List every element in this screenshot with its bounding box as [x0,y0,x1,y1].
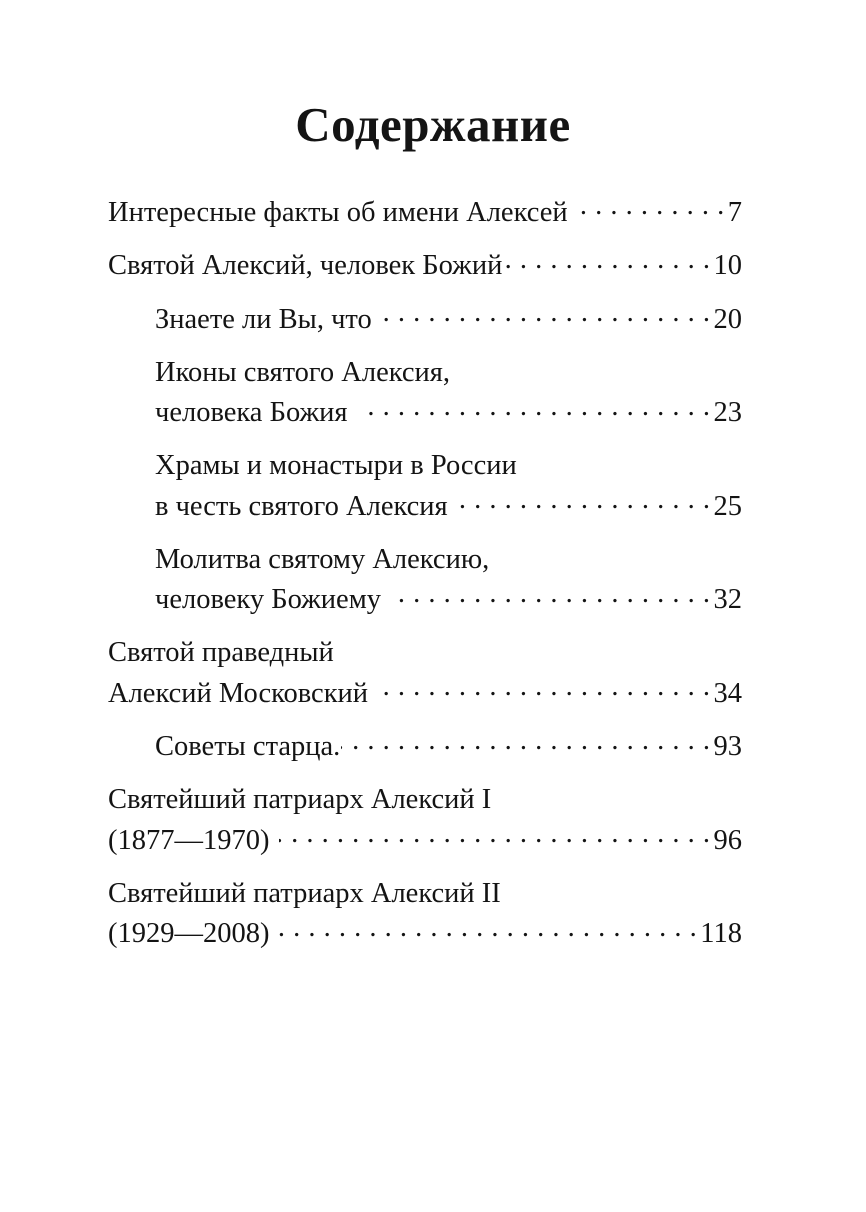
toc-entry-label: Святейший патриарх Алексий II [108,877,501,909]
toc-entry-line-final [155,486,742,527]
toc-page-number: 118 [700,918,742,949]
toc-dot-leader [449,486,711,515]
toc-dot-leader [341,727,710,756]
toc-dot-leader [382,299,711,328]
toc-page-number: 23 [713,397,742,428]
toc-entry[interactable] [155,540,742,621]
toc-entry-line [108,780,742,820]
toc-entry-line-final [155,299,742,340]
toc-entry-line [155,353,742,393]
toc-entry-line [108,633,742,673]
page-title: Содержание [295,97,571,152]
toc-entry-label: Знаете ли Вы, что [155,303,372,335]
toc-entry-line-final [155,580,742,621]
toc-page-number: 34 [713,677,742,709]
toc-entry-line-final [155,393,742,434]
toc-entry-label: Святой Алексий, человек Божий [108,250,503,281]
toc-entry-line [155,540,742,580]
toc-page-number: 96 [713,824,742,856]
toc-entry-line-final [108,246,742,287]
toc-dot-leader [279,914,697,943]
toc-entry-label: Храмы и монастыри в России [155,450,517,481]
toc-dot-leader [279,820,710,849]
toc-entry-label: Святейший патриарх Алексий I [108,784,492,815]
toc-entry[interactable] [155,299,742,340]
toc-entry[interactable] [108,633,742,714]
toc-entry-label: Советы старца. [155,731,341,762]
toc-entry[interactable] [108,874,742,955]
table-of-contents-list [108,192,742,967]
toc-entry-line-final [108,673,742,714]
toc-entry[interactable] [155,353,742,434]
toc-entry[interactable] [108,780,742,861]
toc-dot-leader [503,246,710,275]
toc-entry-label: Святой праведный [108,637,334,668]
toc-page-number: 93 [713,731,742,762]
toc-page-number: 25 [713,490,742,522]
toc-page-number: 7 [727,196,742,228]
toc-dot-leader [358,393,711,422]
toc-entry-line-final [108,192,742,233]
toc-dot-leader [391,580,711,609]
toc-entry-label: в честь святого Алексия [155,490,448,522]
toc-entry[interactable] [155,446,742,527]
toc-entry-label: Алексий Московский [108,677,369,709]
toc-entry-label: Молитва святому Алексию, [155,543,490,575]
toc-entry-label: (1929—2008) [108,918,270,949]
toc-page-number: 10 [713,250,742,281]
toc-entry[interactable] [155,727,742,768]
toc-entry-line-final [108,820,742,861]
toc-page-number: 20 [713,303,742,335]
toc-entry-line [155,446,742,486]
toc-entry-label: Иконы святого Алексия, [155,356,451,388]
toc-entry-label: человека Божия [155,397,348,428]
toc-page-number: 32 [713,584,742,615]
toc-dot-leader [378,673,710,702]
toc-entry-line-final [155,727,742,768]
toc-entry-label: Интересные факты об имени Алексей [108,196,568,228]
toc-entry-line [108,874,742,914]
toc-entry-line-final [108,914,742,955]
toc-entry[interactable] [108,246,742,287]
toc-dot-leader [578,192,725,221]
toc-entry[interactable] [108,192,742,233]
toc-entry-label: человеку Божиему [155,584,381,615]
toc-entry-label: (1877—1970) [108,824,270,856]
